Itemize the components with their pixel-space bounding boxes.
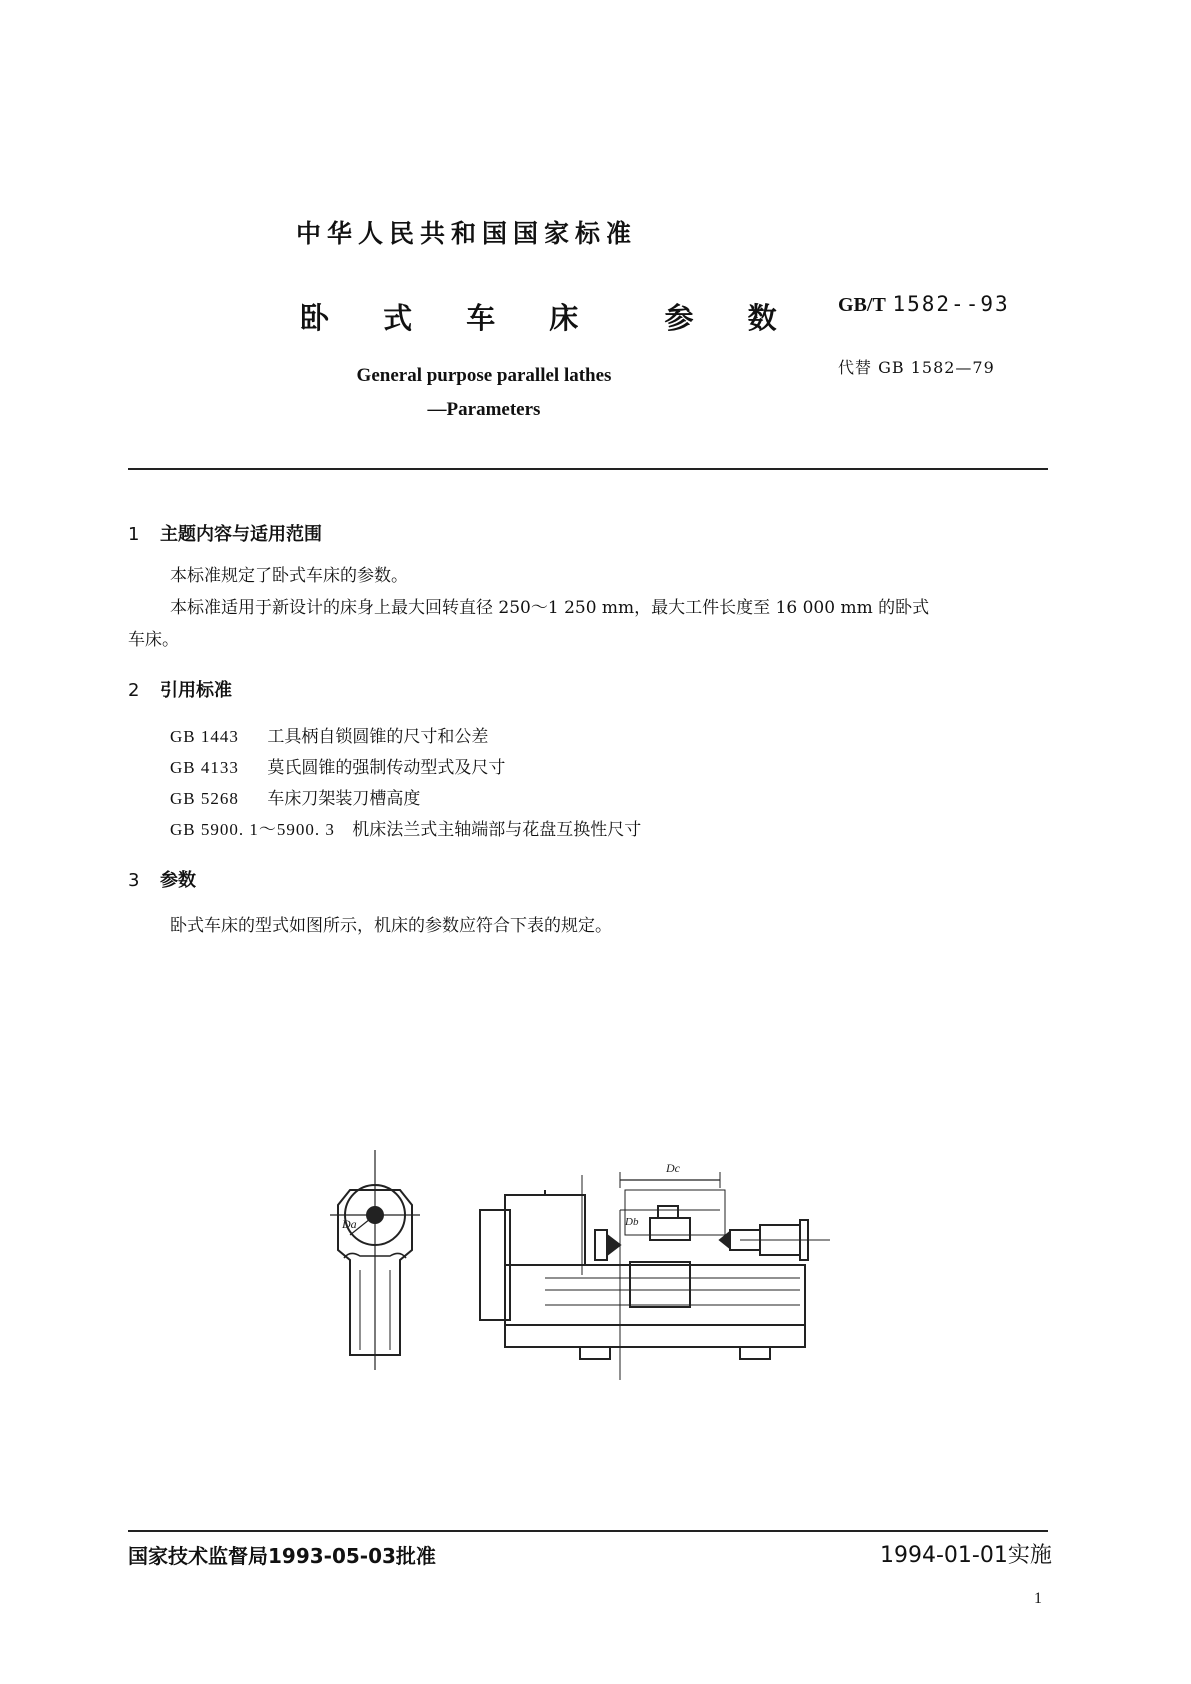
reference-title: 莫氏圆锥的强制传动型式及尺寸: [267, 758, 506, 778]
reference-item: [170, 753, 505, 778]
english-title: [343, 359, 625, 427]
diagram-label-db: Db: [625, 1216, 639, 1228]
footer-divider: [128, 1530, 1048, 1532]
section-3-heading: [128, 866, 196, 892]
reference-item: [170, 784, 420, 809]
reference-title: 工具柄自锁圆锥的尺寸和公差: [267, 727, 489, 747]
section-1-number: 1: [128, 524, 140, 545]
reference-item: [170, 815, 641, 840]
standard-prefix: GB/T: [838, 294, 886, 316]
implementation-text: 1994-01-01实施: [880, 1543, 1052, 1568]
english-title-line2: —Parameters: [427, 399, 541, 420]
lathe-diagram: [320, 1150, 880, 1380]
document-title: 卧 式 车 床 参 数: [300, 301, 799, 335]
standard-number: [838, 292, 1010, 317]
section-3-para-1: 卧式车床的型式如图所示，机床的参数应符合下表的规定。: [170, 916, 612, 936]
lathe-end-view: [330, 1150, 420, 1370]
section-1-para-3: 车床。: [128, 630, 179, 650]
section-3-number: 3: [128, 870, 140, 891]
page-number: 1: [1034, 1590, 1042, 1607]
reference-title: 机床法兰式主轴端部与花盘互换性尺寸: [352, 820, 642, 840]
header-divider: [128, 468, 1048, 470]
standard-code: 1582--93: [892, 292, 1010, 316]
section-2-heading: [128, 676, 232, 702]
approval-text: 国家技术监督局1993-05-03批准: [128, 1544, 436, 1568]
section-1-heading: [128, 520, 322, 546]
reference-title: 车床刀架装刀槽高度: [267, 789, 421, 809]
section-1-para-1: 本标准规定了卧式车床的参数。: [170, 566, 408, 586]
section-1-title: 主题内容与适用范围: [160, 524, 322, 545]
reference-code: GB 5268: [170, 789, 239, 808]
english-title-line1: General purpose parallel lathes: [356, 365, 612, 386]
section-3-title: 参数: [160, 870, 196, 891]
section-2-number: 2: [128, 680, 140, 701]
reference-code: GB 5900. 1～5900. 3: [170, 820, 335, 839]
reference-code: GB 1443: [170, 727, 239, 746]
replaces-standard: 代替 GB 1582—79: [838, 358, 995, 377]
section-1-para-2: 本标准适用于新设计的床身上最大回转直径 250～1 250 mm，最大工件长度至 16 000 mm 的卧式: [170, 598, 930, 618]
reference-item: [170, 722, 488, 747]
lathe-side-view: [480, 1161, 830, 1380]
diagram-label-da: Da: [342, 1217, 357, 1231]
standard-title: 中华人民共和国国家标准: [296, 219, 638, 248]
reference-code: GB 4133: [170, 758, 239, 777]
section-2-title: 引用标准: [160, 680, 232, 701]
diagram-label-dc: Dc: [666, 1161, 680, 1175]
